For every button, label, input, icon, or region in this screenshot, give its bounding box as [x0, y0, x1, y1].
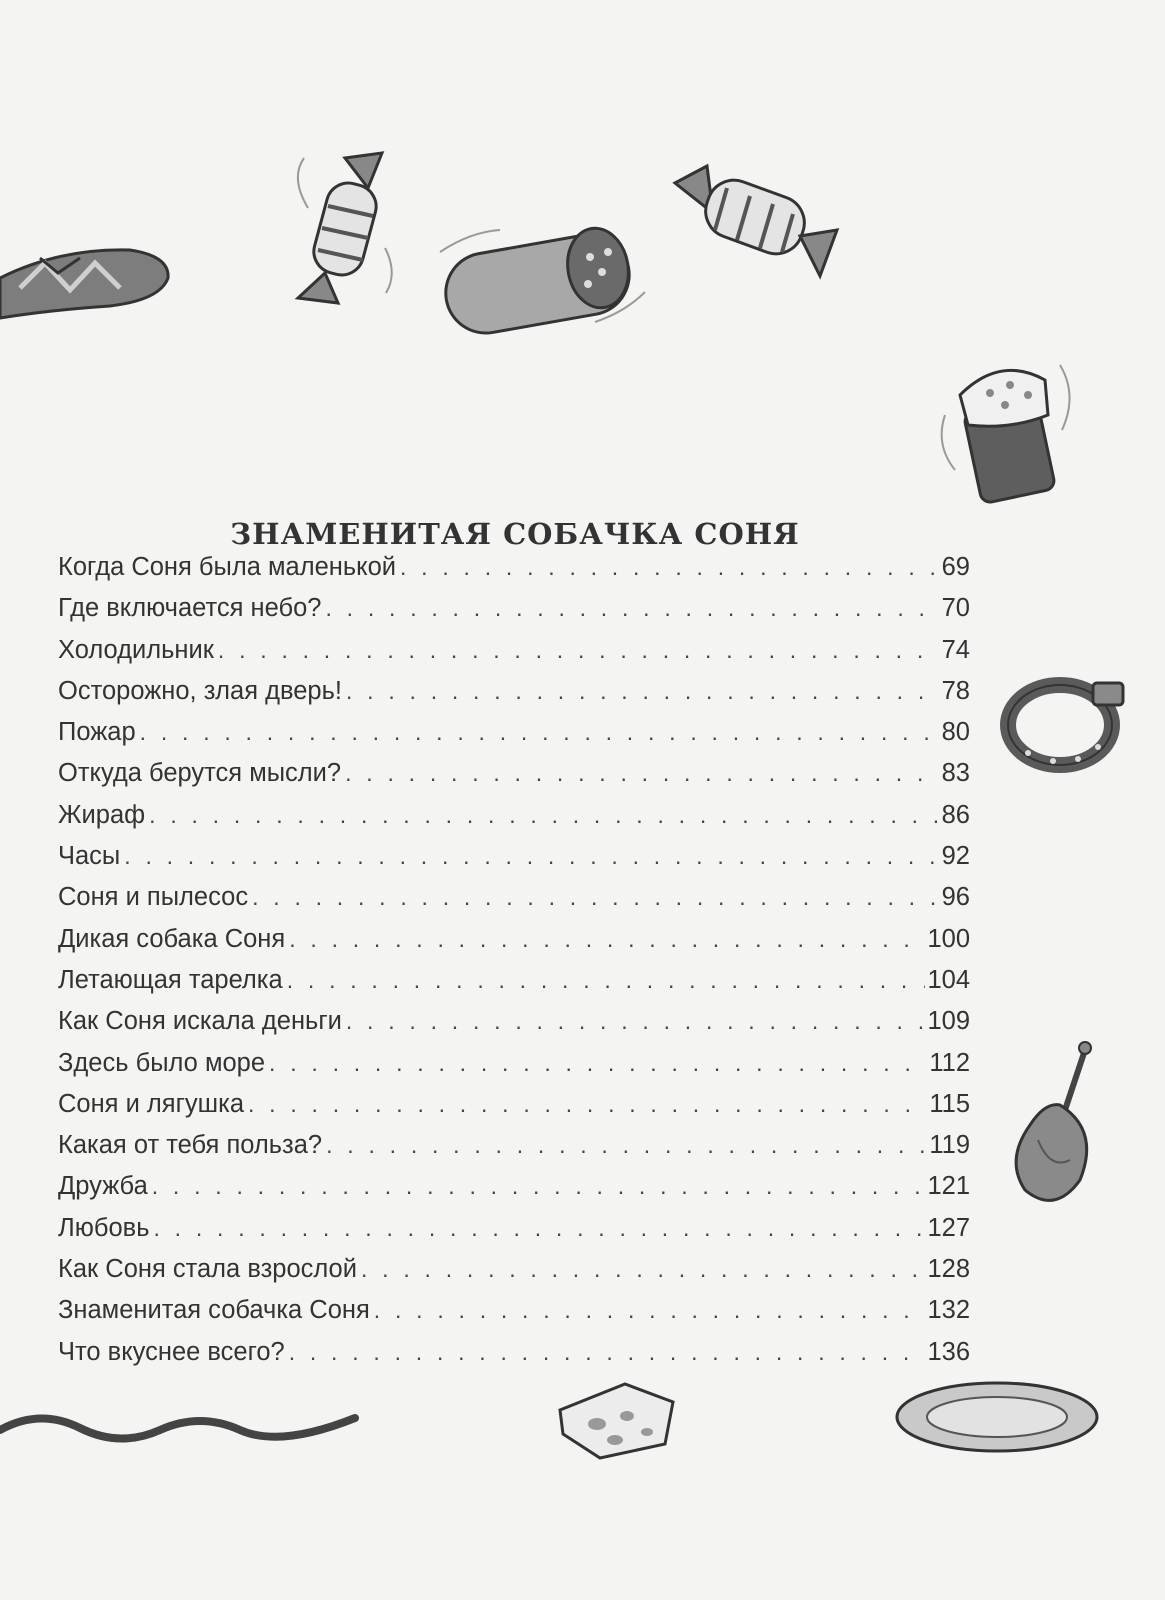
toc-entry-title: Любовь — [58, 1213, 150, 1242]
toc-entry[interactable] — [58, 1338, 970, 1379]
toc-entry-title: Летающая тарелка — [58, 965, 283, 994]
sausage-illustration — [430, 212, 655, 347]
toc-leader-dots — [140, 719, 940, 746]
fish-illustration — [0, 228, 175, 323]
toc-page-number: 100 — [927, 924, 970, 953]
toc-leader-dots — [289, 926, 925, 953]
toc-page-number: 127 — [927, 1213, 970, 1242]
wavy-line-illustration — [0, 1400, 360, 1470]
toc-leader-dots — [124, 843, 939, 870]
toc-entry[interactable] — [58, 925, 970, 966]
dog-collar-illustration — [998, 665, 1138, 780]
toc-page-number: 119 — [929, 1131, 970, 1160]
chicken-leg-illustration — [1010, 1040, 1110, 1210]
toc-leader-dots — [248, 1091, 927, 1118]
toc-leader-dots — [218, 637, 940, 664]
toc-leader-dots — [346, 1008, 926, 1035]
toc-leader-dots — [152, 1173, 926, 1200]
toc-entry[interactable] — [58, 636, 970, 677]
toc-page-number: 109 — [927, 1007, 970, 1036]
toc-page-number: 96 — [941, 883, 970, 912]
toc-leader-dots — [252, 884, 940, 911]
toc-leader-dots — [269, 1050, 927, 1077]
toc-entry[interactable] — [58, 594, 970, 635]
toc-entry[interactable] — [58, 1214, 970, 1255]
toc-entry-title: Откуда берутся мысли? — [58, 759, 342, 788]
toc-entry[interactable] — [58, 1090, 970, 1131]
toc-entry[interactable] — [58, 966, 970, 1007]
toc-leader-dots — [325, 595, 939, 622]
toc-entry[interactable] — [58, 1131, 970, 1172]
page-title: ЗНАМЕНИТАЯ СОБАЧКА СОНЯ — [230, 517, 800, 552]
toc-entry[interactable] — [58, 801, 970, 842]
toc-leader-dots — [289, 1339, 926, 1366]
toc-entry[interactable] — [58, 1049, 970, 1090]
toc-entry-title: Часы — [58, 842, 121, 871]
toc-page-number: 128 — [927, 1255, 970, 1284]
toc-leader-dots — [361, 1256, 925, 1283]
toc-leader-dots — [374, 1297, 926, 1324]
toc-entry-title: Что вкуснее всего? — [58, 1337, 285, 1366]
table-of-contents — [58, 553, 970, 1379]
toc-entry[interactable] — [58, 1172, 970, 1213]
toc-leader-dots — [153, 1215, 925, 1242]
toc-entry[interactable] — [58, 842, 970, 883]
toc-entry-title: Дружба — [58, 1172, 148, 1201]
candy-illustration — [290, 148, 400, 313]
toc-page-number: 69 — [941, 553, 970, 581]
toc-entry[interactable] — [58, 553, 970, 594]
toc-entry-title: Знаменитая собачка Соня — [58, 1296, 370, 1325]
toc-entry-title: Какая от тебя польза? — [58, 1131, 323, 1160]
toc-leader-dots — [326, 1132, 927, 1159]
toc-entry-title: Пожар — [58, 718, 136, 747]
cheese-illustration — [555, 1372, 690, 1462]
toc-leader-dots — [287, 967, 926, 994]
toc-page-number: 80 — [941, 718, 970, 747]
toc-page-number: 78 — [941, 676, 970, 705]
toc-page-number: 104 — [927, 965, 970, 994]
toc-page-number: 86 — [941, 800, 970, 829]
toc-entry-title: Соня и лягушка — [58, 1089, 244, 1118]
toc-page-number: 70 — [941, 594, 970, 623]
toc-page-number: 74 — [941, 635, 970, 664]
toc-entry-title: Здесь было море — [58, 1048, 266, 1077]
toc-entry-title: Холодильник — [58, 635, 214, 664]
jam-jar-illustration — [930, 335, 1080, 510]
toc-entry-title: Когда Соня была маленькой — [58, 553, 396, 581]
plate-illustration — [890, 1372, 1105, 1462]
toc-page-number: 92 — [941, 842, 970, 871]
toc-entry-title: Соня и пылесос — [58, 883, 249, 912]
toc-page-number: 83 — [941, 759, 970, 788]
toc-entry-title: Дикая собака Соня — [58, 924, 286, 953]
toc-entry-title: Где включается небо? — [58, 594, 322, 623]
toc-entry[interactable] — [58, 1255, 970, 1296]
toc-entry-title: Жираф — [58, 800, 146, 829]
toc-entry[interactable] — [58, 759, 970, 800]
toc-page-number: 112 — [929, 1048, 970, 1077]
toc-entry[interactable] — [58, 1296, 970, 1337]
candy-illustration — [665, 158, 850, 288]
toc-page-number: 132 — [927, 1296, 970, 1325]
toc-entry-title: Осторожно, злая дверь! — [58, 676, 342, 705]
toc-entry[interactable] — [58, 677, 970, 718]
toc-entry[interactable] — [58, 1007, 970, 1048]
toc-entry-title: Как Соня стала взрослой — [58, 1255, 357, 1284]
toc-leader-dots — [345, 760, 940, 787]
toc-entry[interactable] — [58, 718, 970, 759]
toc-page-number: 115 — [929, 1089, 970, 1118]
toc-entry-title: Как Соня искала деньги — [58, 1007, 342, 1036]
toc-leader-dots — [400, 554, 940, 581]
toc-leader-dots — [346, 678, 940, 705]
toc-page-number: 121 — [927, 1172, 970, 1201]
toc-page-number: 136 — [927, 1337, 970, 1366]
toc-entry[interactable] — [58, 883, 970, 924]
toc-leader-dots — [149, 802, 939, 829]
